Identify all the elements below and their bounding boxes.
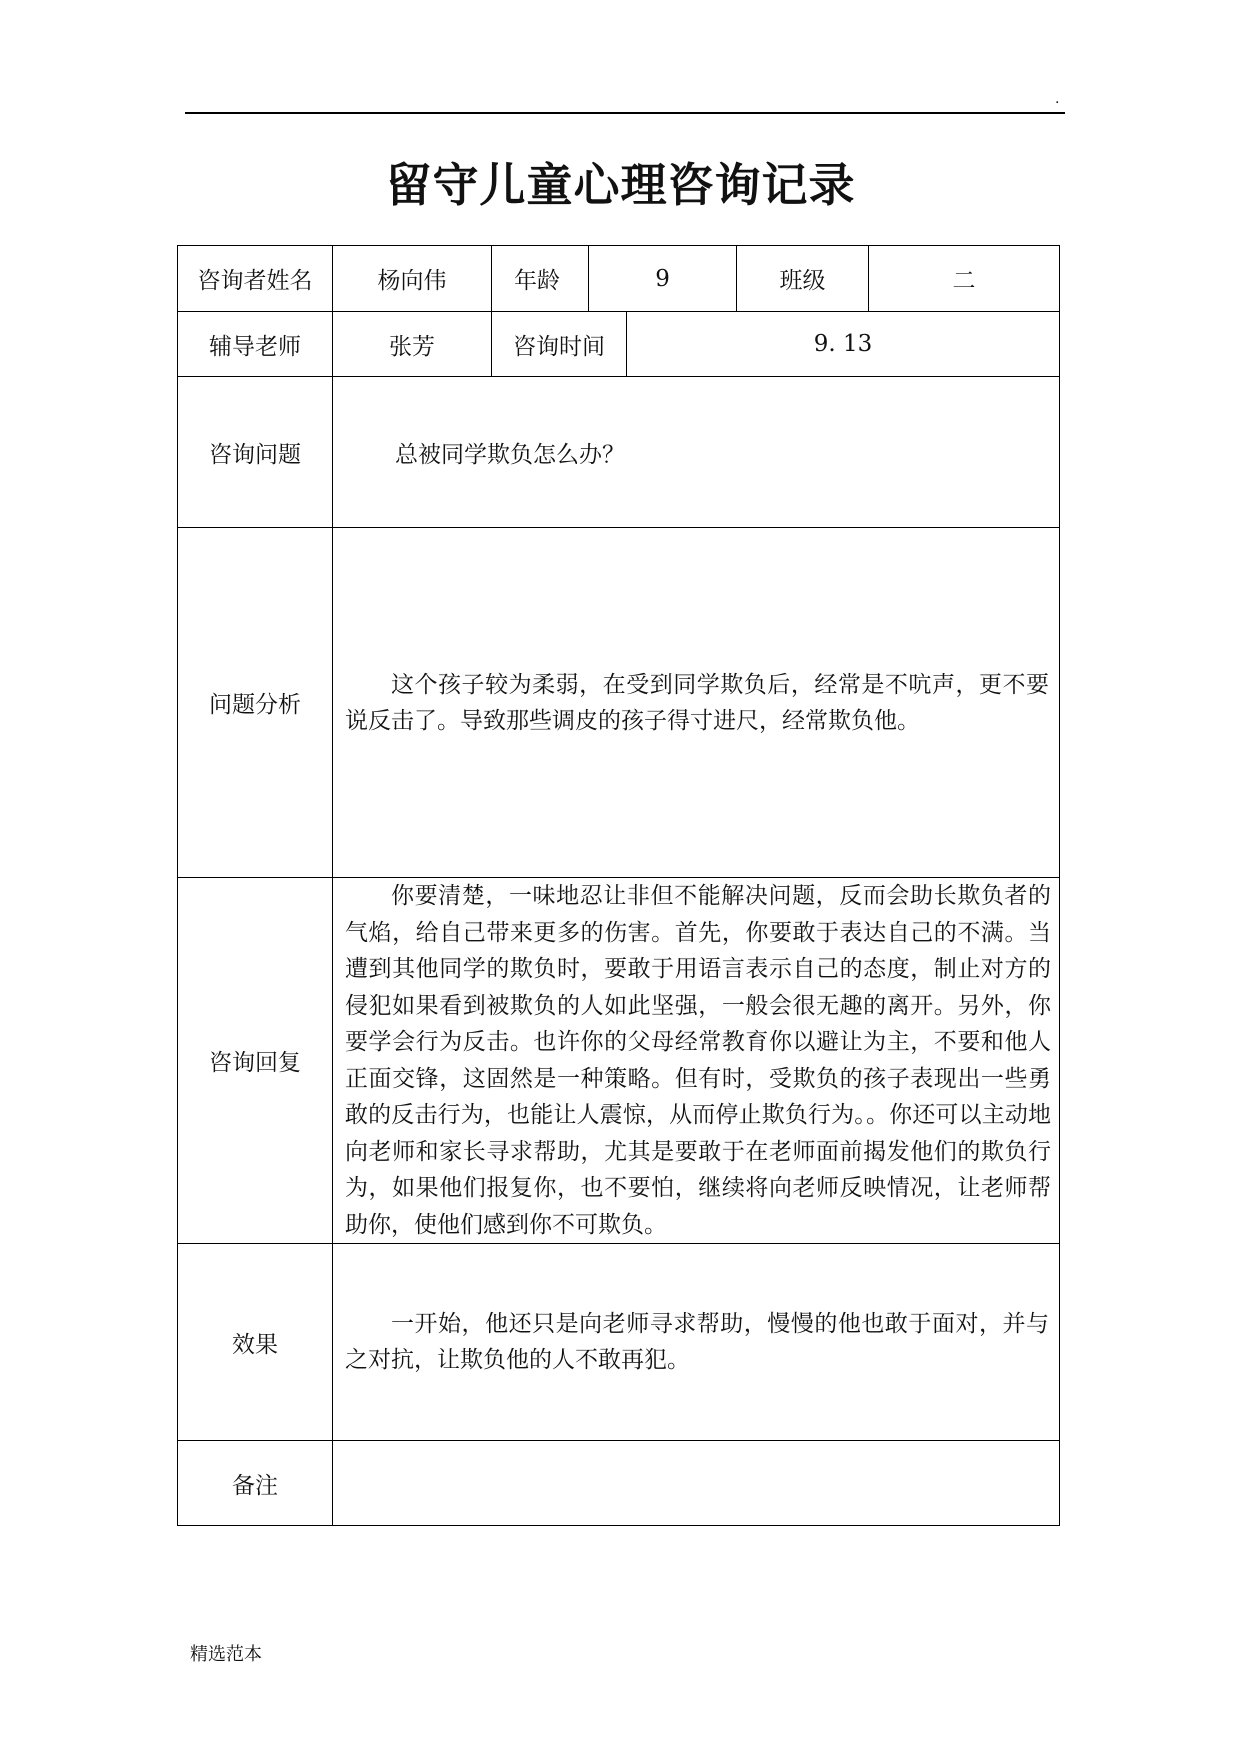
class-value: 二: [869, 246, 1060, 312]
teacher-value: 张芳: [333, 312, 492, 377]
form-row-teacher-time: [178, 312, 1060, 377]
page-title: 留守儿童心理咨询记录: [385, 158, 856, 212]
footer-text: 精选范本: [190, 1644, 262, 1665]
form-row-basic-info: [178, 246, 1060, 312]
effect-value: 一开始，他还只是向老师寻求帮助，慢慢的他也敢于面对，并与之对抗，让欺负他的人不敢再犯。: [333, 1244, 1060, 1441]
analysis-value: 这个孩子较为柔弱，在受到同学欺负后，经常是不吭声，更不要说反击了。导致那些调皮的孩子得寸进尺，经常欺负他。: [333, 528, 1060, 878]
remarks-label: 备注: [178, 1441, 333, 1526]
age-label: 年龄: [492, 246, 589, 312]
analysis-label: 问题分析: [178, 528, 333, 878]
question-value: 总被同学欺负怎么办？: [333, 377, 1060, 528]
time-label: 咨询时间: [492, 312, 627, 377]
time-value: 9. 13: [627, 312, 1060, 377]
form-row-remarks: [178, 1441, 1060, 1526]
age-value: 9: [589, 246, 737, 312]
header-mark: .: [1055, 91, 1060, 107]
reply-value: 你要清楚，一味地忍让非但不能解决问题，反而会助长欺负者的气焰，给自己带来更多的伤害。首先，你要敢于表达自己的不满。当遭到其他同学的欺负时，要敢于用语言表示自己的态度，制止对方的侵犯如果看到被欺负的人如此坚强，一般会很无趣的离开。另外，你要学会行为反击。也许你的父母经常教育你以避让为主，不要和他人正面交锋，这固然是一种策略。但有时，受欺负的孩子表现出一些勇敢的反击行为，也能让人震惊，从而停止欺负行为。。你还可以主动地向老师和家长寻求帮助，尤其是要敢于在老师面前揭发他们的欺负行为，如果他们报复你，也不要怕，继续将向老师反映情况，让老师帮助你，使他们感到你不可欺负。: [333, 878, 1060, 1244]
name-value: 杨向伟: [333, 246, 492, 312]
consultation-form: [177, 245, 1060, 1526]
form-row-analysis: [178, 528, 1060, 878]
header-rule: [185, 112, 1065, 114]
effect-label: 效果: [178, 1244, 333, 1441]
form-row-effect: [178, 1244, 1060, 1441]
question-label: 咨询问题: [178, 377, 333, 528]
form-row-reply: [178, 878, 1060, 1244]
form-row-question: [178, 377, 1060, 528]
name-label: 咨询者姓名: [178, 246, 333, 312]
teacher-label: 辅导老师: [178, 312, 333, 377]
reply-label: 咨询回复: [178, 878, 333, 1244]
remarks-value: [333, 1441, 1060, 1526]
class-label: 班级: [737, 246, 869, 312]
